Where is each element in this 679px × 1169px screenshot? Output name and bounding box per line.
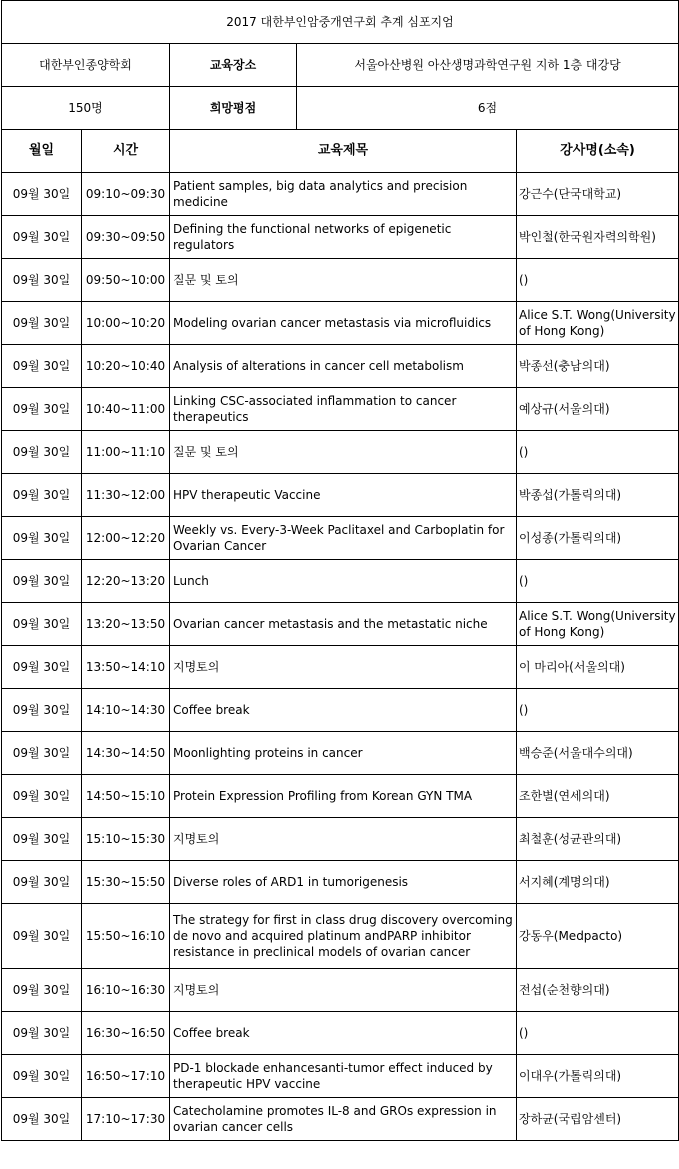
- date-cell: 09월 30일: [2, 1012, 82, 1055]
- subject-cell: Diverse roles of ARD1 in tumorigenesis: [170, 861, 517, 904]
- header-time: 시간: [82, 130, 170, 173]
- table-row: [2, 345, 679, 388]
- table-row: [2, 775, 679, 818]
- table-row: [2, 517, 679, 560]
- table-row: [2, 1055, 679, 1098]
- subject-cell: Protein Expression Profiling from Korean GYN TMA: [170, 775, 517, 818]
- subject-cell: 지명토의: [170, 646, 517, 689]
- time-cell: 12:20~13:20: [82, 560, 170, 603]
- time-cell: 16:10~16:30: [82, 969, 170, 1012]
- time-cell: 10:40~11:00: [82, 388, 170, 431]
- symposium-schedule-table: [1, 0, 679, 1141]
- lecturer-cell: 이성종(가톨릭의대): [517, 517, 679, 560]
- lecturer-cell: (): [517, 1012, 679, 1055]
- subject-cell: 지명토의: [170, 818, 517, 861]
- date-cell: 09월 30일: [2, 173, 82, 216]
- time-cell: 15:30~15:50: [82, 861, 170, 904]
- lecturer-cell: 이 마리아(서울의대): [517, 646, 679, 689]
- points-value: 6점: [297, 87, 679, 130]
- date-cell: 09월 30일: [2, 259, 82, 302]
- lecturer-cell: 백승준(서울대수의대): [517, 732, 679, 775]
- time-cell: 12:00~12:20: [82, 517, 170, 560]
- time-cell: 16:30~16:50: [82, 1012, 170, 1055]
- lecturer-cell: 강동우(Medpacto): [517, 904, 679, 969]
- table-row: [2, 173, 679, 216]
- time-cell: 10:00~10:20: [82, 302, 170, 345]
- lecturer-cell: 장하균(국립암센터): [517, 1098, 679, 1141]
- subject-cell: Coffee break: [170, 1012, 517, 1055]
- table-row: [2, 259, 679, 302]
- lecturer-cell: (): [517, 259, 679, 302]
- lecturer-cell: 서지혜(계명의대): [517, 861, 679, 904]
- lecturer-cell: 전섭(순천향의대): [517, 969, 679, 1012]
- subject-cell: 질문 및 토의: [170, 259, 517, 302]
- capacity-cell: 150명: [2, 87, 170, 130]
- time-cell: 13:20~13:50: [82, 603, 170, 646]
- place-value: 서울아산병원 아산생명과학연구원 지하 1층 대강당: [297, 44, 679, 87]
- subject-cell: PD-1 blockade enhancesanti-tumor effect induced by therapeutic HPV vaccine: [170, 1055, 517, 1098]
- table-row: [2, 603, 679, 646]
- table-row: [2, 1098, 679, 1141]
- lecturer-cell: 이대우(가톨릭의대): [517, 1055, 679, 1098]
- date-cell: 09월 30일: [2, 431, 82, 474]
- lecturer-cell: (): [517, 560, 679, 603]
- time-cell: 11:30~12:00: [82, 474, 170, 517]
- lecturer-cell: Alice S.T. Wong(University of Hong Kong): [517, 603, 679, 646]
- subject-cell: Moonlighting proteins in cancer: [170, 732, 517, 775]
- table-row: [2, 732, 679, 775]
- header-row: [2, 130, 679, 173]
- table-row: [2, 861, 679, 904]
- date-cell: 09월 30일: [2, 1055, 82, 1098]
- subject-cell: 지명토의: [170, 969, 517, 1012]
- header-date: 월일: [2, 130, 82, 173]
- time-cell: 11:00~11:10: [82, 431, 170, 474]
- time-cell: 14:50~15:10: [82, 775, 170, 818]
- table-row: [2, 431, 679, 474]
- subject-cell: Defining the functional networks of epigenetic regulators: [170, 216, 517, 259]
- date-cell: 09월 30일: [2, 646, 82, 689]
- date-cell: 09월 30일: [2, 861, 82, 904]
- subject-cell: 질문 및 토의: [170, 431, 517, 474]
- time-cell: 09:30~09:50: [82, 216, 170, 259]
- table-row: [2, 904, 679, 969]
- subject-cell: Analysis of alterations in cancer cell metabolism: [170, 345, 517, 388]
- time-cell: 17:10~17:30: [82, 1098, 170, 1141]
- date-cell: 09월 30일: [2, 969, 82, 1012]
- lecturer-cell: 박종섭(가톨릭의대): [517, 474, 679, 517]
- title-row: [2, 1, 679, 44]
- lecturer-cell: 조한별(연세의대): [517, 775, 679, 818]
- table-row: [2, 216, 679, 259]
- date-cell: 09월 30일: [2, 818, 82, 861]
- lecturer-cell: 강근수(단국대학교): [517, 173, 679, 216]
- header-lecturer: 강사명(소속): [517, 130, 679, 173]
- lecturer-cell: 예상규(서울의대): [517, 388, 679, 431]
- page-title: 2017 대한부인암중개연구회 추계 심포지엄: [2, 1, 679, 44]
- points-label: 희망평점: [170, 87, 297, 130]
- organizer-cell: 대한부인종양학회: [2, 44, 170, 87]
- subject-cell: Modeling ovarian cancer metastasis via microfluidics: [170, 302, 517, 345]
- header-subject: 교육제목: [170, 130, 517, 173]
- date-cell: 09월 30일: [2, 345, 82, 388]
- subject-cell: The strategy for first in class drug discovery overcoming de novo and acquired platinum andPARP inhibitor resistance in preclinical models of ovarian cancer: [170, 904, 517, 969]
- date-cell: 09월 30일: [2, 216, 82, 259]
- subject-cell: Weekly vs. Every-3-Week Paclitaxel and Carboplatin for Ovarian Cancer: [170, 517, 517, 560]
- date-cell: 09월 30일: [2, 302, 82, 345]
- time-cell: 16:50~17:10: [82, 1055, 170, 1098]
- subject-cell: Patient samples, big data analytics and precision medicine: [170, 173, 517, 216]
- table-row: [2, 560, 679, 603]
- table-row: [2, 689, 679, 732]
- table-row: [2, 474, 679, 517]
- subject-cell: Linking CSC-associated inflammation to cancer therapeutics: [170, 388, 517, 431]
- lecturer-cell: 박종선(충남의대): [517, 345, 679, 388]
- date-cell: 09월 30일: [2, 732, 82, 775]
- time-cell: 15:50~16:10: [82, 904, 170, 969]
- lecturer-cell: 박인철(한국원자력의학원): [517, 216, 679, 259]
- subject-cell: HPV therapeutic Vaccine: [170, 474, 517, 517]
- subject-cell: Lunch: [170, 560, 517, 603]
- time-cell: 10:20~10:40: [82, 345, 170, 388]
- date-cell: 09월 30일: [2, 474, 82, 517]
- date-cell: 09월 30일: [2, 560, 82, 603]
- date-cell: 09월 30일: [2, 1098, 82, 1141]
- time-cell: 09:50~10:00: [82, 259, 170, 302]
- subject-cell: Catecholamine promotes IL-8 and GROs expression in ovarian cancer cells: [170, 1098, 517, 1141]
- info-row-points: [2, 87, 679, 130]
- time-cell: 15:10~15:30: [82, 818, 170, 861]
- lecturer-cell: Alice S.T. Wong(University of Hong Kong): [517, 302, 679, 345]
- lecturer-cell: 최철훈(성균관의대): [517, 818, 679, 861]
- lecturer-cell: (): [517, 689, 679, 732]
- table-row: [2, 388, 679, 431]
- place-label: 교육장소: [170, 44, 297, 87]
- time-cell: 14:10~14:30: [82, 689, 170, 732]
- date-cell: 09월 30일: [2, 388, 82, 431]
- table-row: [2, 646, 679, 689]
- date-cell: 09월 30일: [2, 689, 82, 732]
- date-cell: 09월 30일: [2, 603, 82, 646]
- table-row: [2, 969, 679, 1012]
- lecturer-cell: (): [517, 431, 679, 474]
- time-cell: 13:50~14:10: [82, 646, 170, 689]
- date-cell: 09월 30일: [2, 904, 82, 969]
- table-row: [2, 818, 679, 861]
- table-row: [2, 1012, 679, 1055]
- table-row: [2, 302, 679, 345]
- date-cell: 09월 30일: [2, 517, 82, 560]
- time-cell: 14:30~14:50: [82, 732, 170, 775]
- subject-cell: Coffee break: [170, 689, 517, 732]
- info-row-place: [2, 44, 679, 87]
- subject-cell: Ovarian cancer metastasis and the metastatic niche: [170, 603, 517, 646]
- date-cell: 09월 30일: [2, 775, 82, 818]
- time-cell: 09:10~09:30: [82, 173, 170, 216]
